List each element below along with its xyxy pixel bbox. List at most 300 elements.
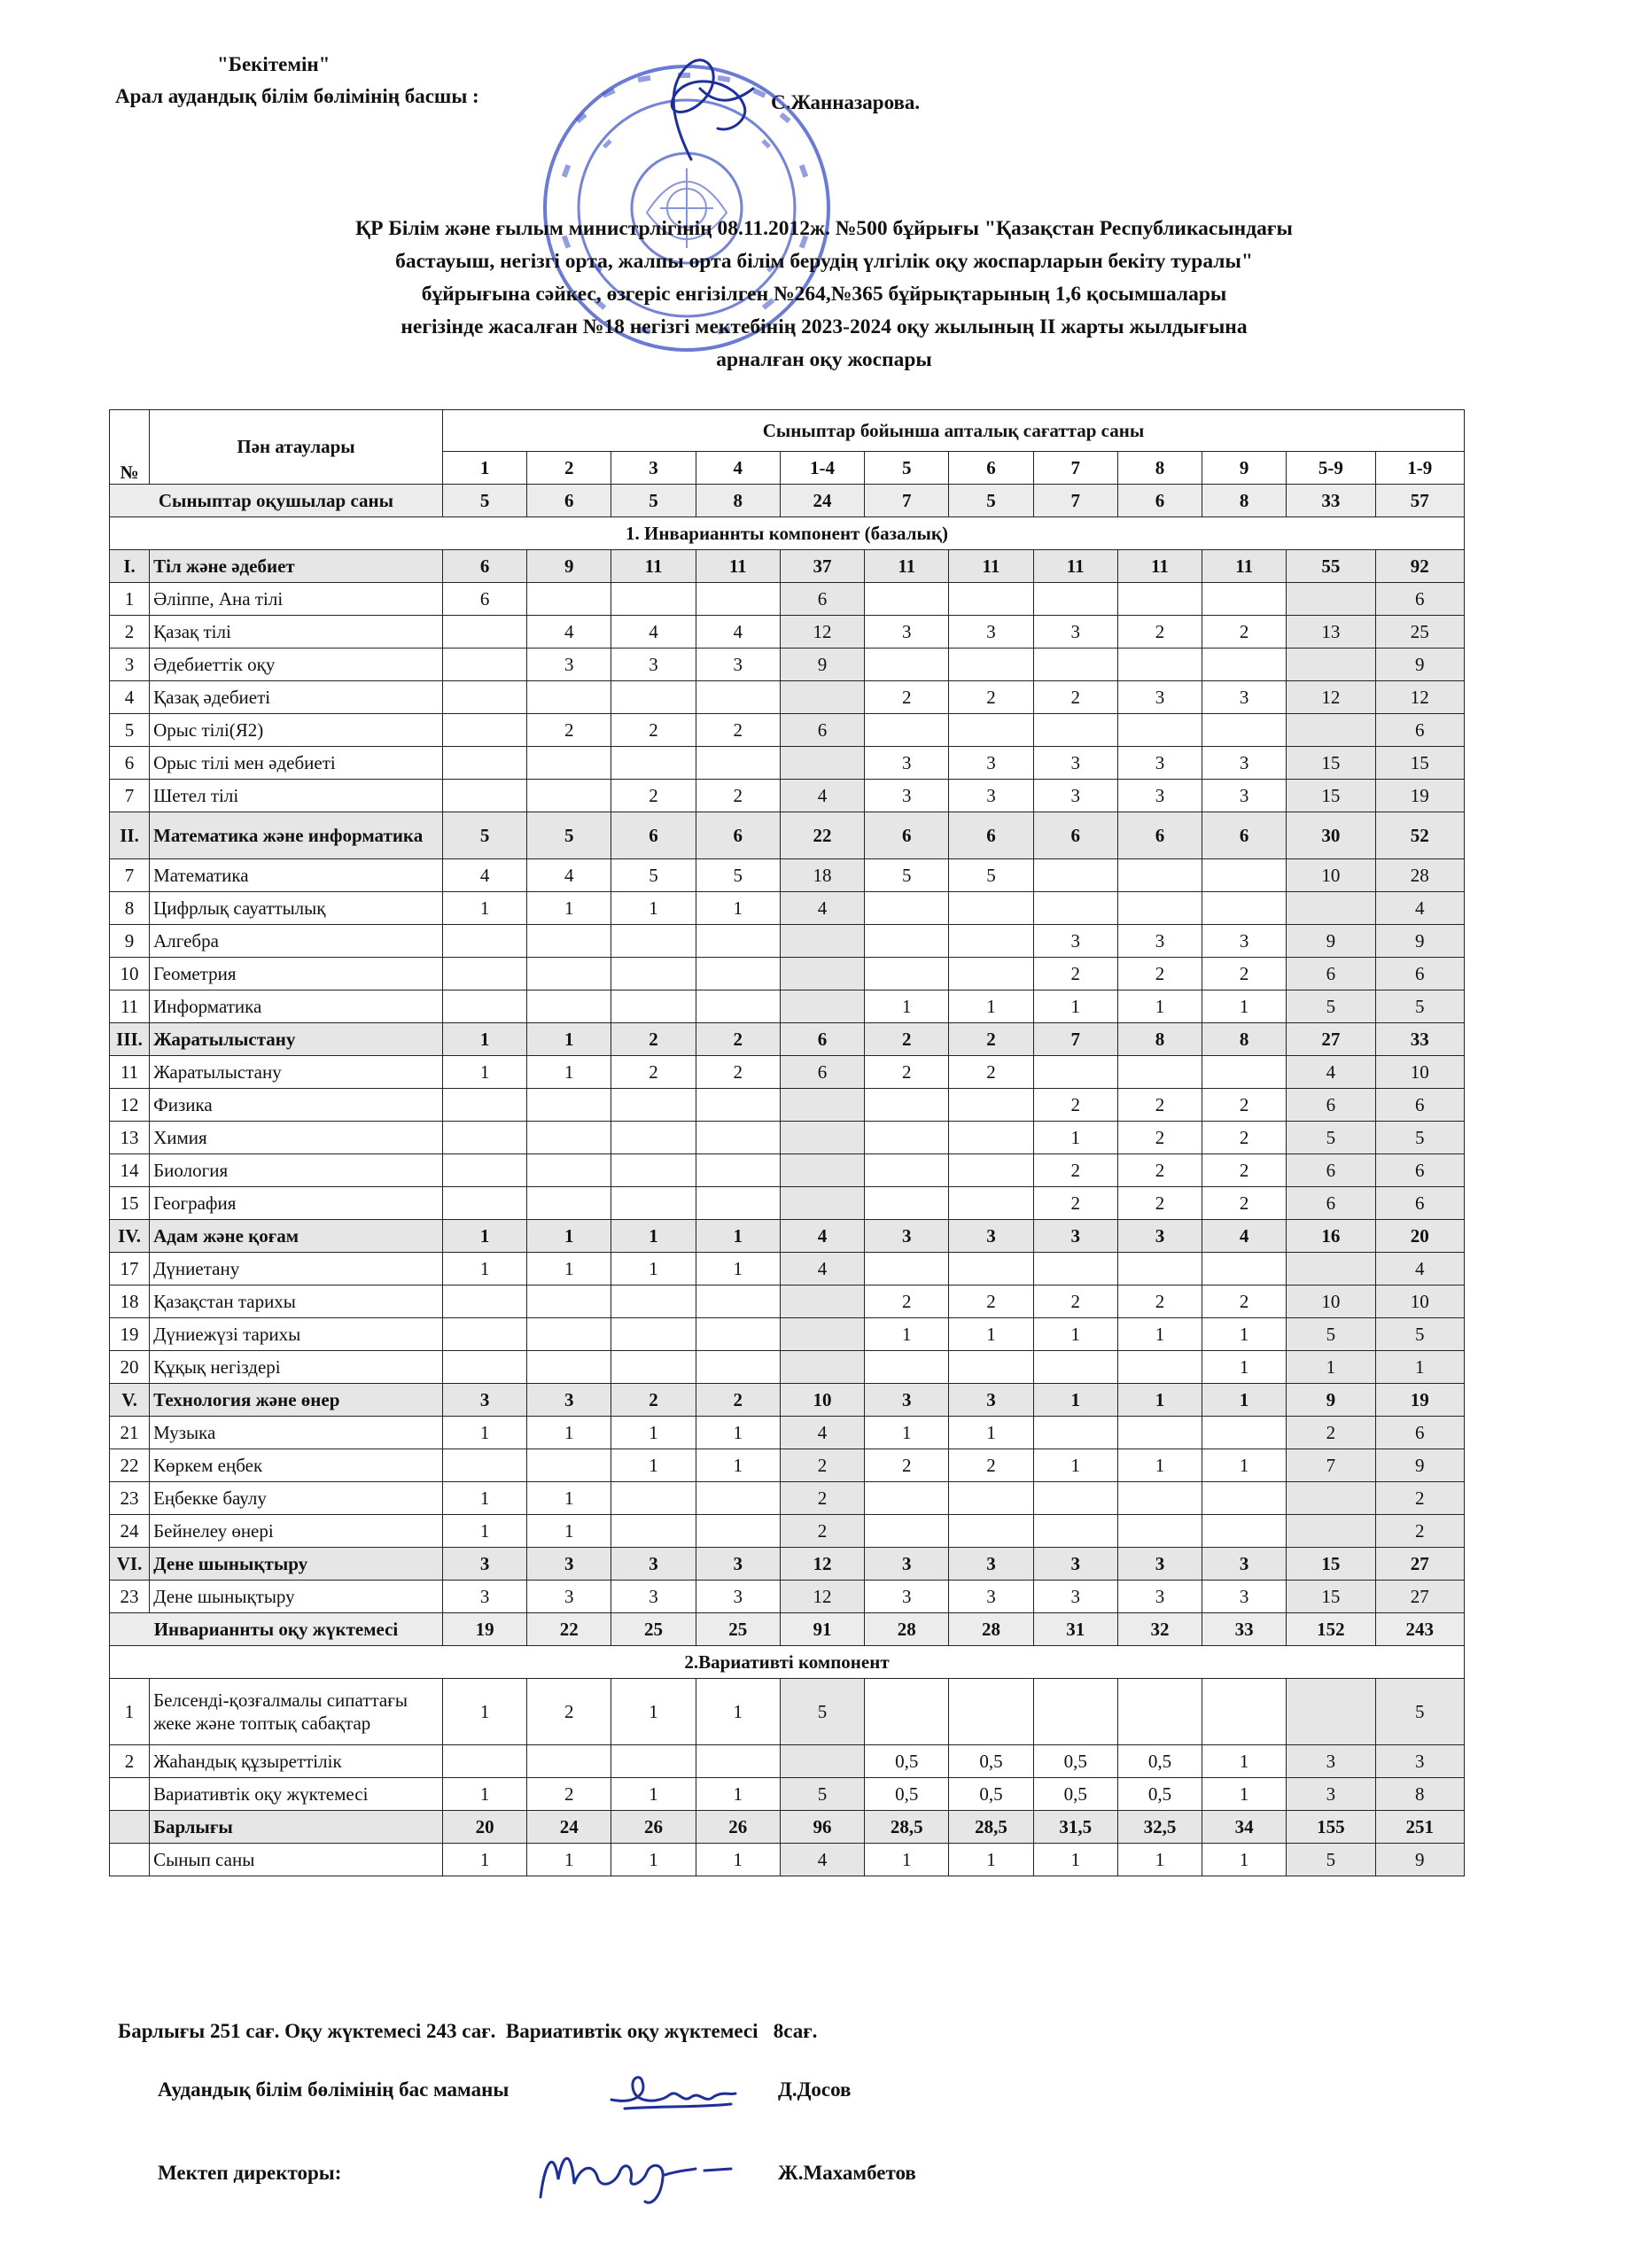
row-number: [110, 1778, 150, 1811]
hours-cell: 7: [1033, 485, 1117, 517]
hours-cell: [1117, 1482, 1202, 1515]
hours-cell: 6: [527, 485, 611, 517]
hours-cell: 2: [1202, 1285, 1287, 1318]
hours-cell: 3: [527, 649, 611, 681]
hours-cell: 1: [865, 1318, 949, 1351]
hours-cell: 3: [1117, 681, 1202, 714]
hours-cell: 1: [611, 1449, 696, 1482]
hours-cell: 2: [1117, 1154, 1202, 1187]
hours-cell: [442, 1351, 526, 1384]
hours-cell: [442, 958, 526, 990]
hours-cell: 5: [611, 859, 696, 892]
grade-header-cell: 3: [611, 452, 696, 485]
hours-cell: [865, 1122, 949, 1154]
hours-cell: 3: [1202, 780, 1287, 812]
hours-cell: [1287, 714, 1375, 747]
hours-cell: 32,5: [1117, 1811, 1202, 1844]
hours-cell: 3: [949, 1548, 1033, 1581]
hours-cell: 2: [1202, 1187, 1287, 1220]
hours-cell: 4: [527, 859, 611, 892]
hours-cell: 6: [1117, 485, 1202, 517]
hours-cell: 4: [780, 780, 864, 812]
hours-cell: 3: [865, 1220, 949, 1253]
hours-cell: [949, 649, 1033, 681]
hours-cell: 91: [780, 1613, 864, 1646]
hours-cell: 1: [696, 1220, 780, 1253]
table-row-grp: [110, 1023, 1465, 1056]
hours-cell: 2: [949, 1449, 1033, 1482]
table-row: [110, 1778, 1465, 1811]
hours-cell: 2: [865, 681, 949, 714]
hours-cell: [865, 1679, 949, 1745]
hours-cell: 2: [1033, 1089, 1117, 1122]
hours-cell: [696, 1515, 780, 1548]
grade-header-cell: 8: [1117, 452, 1202, 485]
hours-cell: 6: [780, 583, 864, 616]
subject-name: Жаһандық құзыреттілік: [150, 1745, 443, 1778]
hours-cell: 1: [1375, 1351, 1464, 1384]
hours-cell: [865, 583, 949, 616]
hours-cell: 19: [1375, 1384, 1464, 1417]
hours-cell: 6: [1202, 812, 1287, 859]
hours-cell: 1: [1202, 1384, 1287, 1417]
specialist-signature: [607, 2069, 740, 2117]
hours-cell: 5: [1287, 990, 1375, 1023]
subject-name: Орыс тілі(Я2): [150, 714, 443, 747]
row-number: III.: [110, 1023, 150, 1056]
hours-cell: [696, 1122, 780, 1154]
hours-cell: [442, 1745, 526, 1778]
hours-cell: [865, 892, 949, 925]
hours-cell: 4: [696, 616, 780, 649]
hours-cell: 4: [1202, 1220, 1287, 1253]
hours-cell: 1: [1033, 1384, 1117, 1417]
hours-cell: 1: [442, 1220, 526, 1253]
grade-header-cell: 7: [1033, 452, 1117, 485]
hours-cell: [1117, 1417, 1202, 1449]
hours-cell: [611, 1089, 696, 1122]
hours-cell: [696, 1154, 780, 1187]
hours-cell: [949, 1515, 1033, 1548]
heading-line: ҚР Білім және ғылым министрлігінің 08.11.2012ж. №500 бұйрығы "Қазақстан Республикасындағы: [355, 217, 1293, 240]
hours-cell: 1: [1202, 990, 1287, 1023]
subject-name: Дене шынықтыру: [150, 1581, 443, 1613]
hours-cell: [780, 1187, 864, 1220]
hours-cell: [1033, 859, 1117, 892]
hours-cell: 15: [1287, 780, 1375, 812]
hours-cell: [865, 1253, 949, 1285]
table-row-grp: [110, 1811, 1465, 1844]
row-number: 1: [110, 583, 150, 616]
hours-cell: 1: [442, 892, 526, 925]
subject-name: Бейнелеу өнері: [150, 1515, 443, 1548]
subject-name: Математика: [150, 859, 443, 892]
hours-cell: 1: [442, 1844, 526, 1876]
hours-cell: 1: [527, 1515, 611, 1548]
hours-cell: 2: [611, 1384, 696, 1417]
hours-cell: 52: [1375, 812, 1464, 859]
section-invariant-label: 1. Инварианнты компонент (базалық): [110, 517, 1465, 550]
row-number: 5: [110, 714, 150, 747]
grade-header-cell: 2: [527, 452, 611, 485]
hours-cell: [611, 1482, 696, 1515]
hours-cell: [1033, 1417, 1117, 1449]
hours-cell: [1202, 649, 1287, 681]
subject-name: Геометрия: [150, 958, 443, 990]
hours-cell: 2: [780, 1515, 864, 1548]
hours-cell: 6: [1033, 812, 1117, 859]
hours-cell: 6: [1287, 1154, 1375, 1187]
hours-cell: 6: [1375, 1154, 1464, 1187]
hours-cell: 1: [527, 1023, 611, 1056]
hours-cell: [611, 1745, 696, 1778]
hours-cell: 19: [442, 1613, 526, 1646]
hours-cell: 8: [1375, 1778, 1464, 1811]
hours-cell: 2: [696, 1384, 780, 1417]
hours-cell: [1202, 1056, 1287, 1089]
hours-cell: [1202, 1253, 1287, 1285]
table-row: [110, 1122, 1465, 1154]
hours-cell: [696, 681, 780, 714]
hours-cell: [611, 1285, 696, 1318]
hours-cell: 4: [780, 1220, 864, 1253]
hours-cell: 3: [696, 1548, 780, 1581]
hours-cell: 11: [1202, 550, 1287, 583]
hours-cell: 1: [696, 1449, 780, 1482]
hours-cell: 19: [1375, 780, 1464, 812]
hours-cell: 5: [611, 485, 696, 517]
hours-cell: 1: [1117, 1318, 1202, 1351]
hours-cell: 1: [442, 1023, 526, 1056]
hours-cell: 27: [1375, 1581, 1464, 1613]
hours-cell: [949, 1351, 1033, 1384]
subject-name: Алгебра: [150, 925, 443, 958]
hours-cell: [611, 681, 696, 714]
hours-cell: 6: [1375, 958, 1464, 990]
subject-name: Белсенді-қозғалмалы сипаттағы жеке және топтық сабақтар: [150, 1679, 443, 1745]
hours-cell: 2: [1202, 1089, 1287, 1122]
hours-cell: [865, 1351, 949, 1384]
hours-cell: 20: [442, 1811, 526, 1844]
subject-name: Жаратылыстану: [150, 1023, 443, 1056]
hours-cell: [696, 1187, 780, 1220]
subject-name: Қазақ әдебиеті: [150, 681, 443, 714]
hours-cell: 6: [611, 812, 696, 859]
subject-name: Әдебиеттік оқу: [150, 649, 443, 681]
row-number: 3: [110, 649, 150, 681]
subject-name: Көркем еңбек: [150, 1449, 443, 1482]
hours-cell: 3: [1202, 681, 1287, 714]
row-number: 8: [110, 892, 150, 925]
hours-cell: 2: [1117, 958, 1202, 990]
hours-cell: 10: [1375, 1056, 1464, 1089]
hours-cell: 2: [696, 714, 780, 747]
hours-cell: 3: [611, 1581, 696, 1613]
hours-cell: [780, 958, 864, 990]
hours-cell: 1: [442, 1417, 526, 1449]
hours-cell: 2: [1202, 1154, 1287, 1187]
signature-label: Мектеп директоры:: [158, 2162, 342, 2184]
hours-cell: [527, 1318, 611, 1351]
hours-cell: 6: [442, 583, 526, 616]
row-number: 24: [110, 1515, 150, 1548]
hours-cell: 2: [696, 780, 780, 812]
hours-cell: 3: [1117, 1220, 1202, 1253]
hours-cell: 6: [1287, 958, 1375, 990]
hours-cell: 4: [780, 1253, 864, 1285]
hours-cell: 11: [865, 550, 949, 583]
subject-name: Химия: [150, 1122, 443, 1154]
hours-cell: [527, 990, 611, 1023]
hours-cell: [1287, 1253, 1375, 1285]
hours-cell: [527, 1122, 611, 1154]
hours-cell: 25: [696, 1613, 780, 1646]
hours-cell: 10: [1287, 1285, 1375, 1318]
hours-cell: [1033, 1482, 1117, 1515]
hours-cell: [780, 1154, 864, 1187]
approval-title: "Бекітемін": [217, 53, 331, 75]
hours-cell: 5: [1375, 1122, 1464, 1154]
row-number: 14: [110, 1154, 150, 1187]
table-row: [110, 892, 1465, 925]
hours-cell: 16: [1287, 1220, 1375, 1253]
hours-cell: [442, 1318, 526, 1351]
table-row: [110, 990, 1465, 1023]
hours-cell: 1: [527, 1482, 611, 1515]
hours-cell: 6: [1375, 1417, 1464, 1449]
hours-cell: [1287, 1679, 1375, 1745]
hours-cell: [527, 1187, 611, 1220]
hours-cell: [696, 925, 780, 958]
hours-cell: 3: [949, 747, 1033, 780]
hours-cell: [1117, 1679, 1202, 1745]
hours-cell: 9: [1287, 925, 1375, 958]
table-row: [110, 1515, 1465, 1548]
hours-cell: 2: [1375, 1482, 1464, 1515]
hours-cell: 3: [1033, 616, 1117, 649]
subject-name: Жаратылыстану: [150, 1056, 443, 1089]
subject-name: Информатика: [150, 990, 443, 1023]
hours-cell: 3: [1117, 925, 1202, 958]
subject-name: Қазақ тілі: [150, 616, 443, 649]
hours-cell: 0,5: [865, 1778, 949, 1811]
hours-cell: 11: [1117, 550, 1202, 583]
hours-cell: 0,5: [1117, 1778, 1202, 1811]
hours-cell: 2: [865, 1285, 949, 1318]
hours-cell: 3: [442, 1581, 526, 1613]
hours-cell: 3: [865, 1581, 949, 1613]
table-row: [110, 1351, 1465, 1384]
section-variative: [110, 1646, 1465, 1679]
hours-cell: 15: [1287, 1581, 1375, 1613]
hours-cell: [1117, 1515, 1202, 1548]
hours-cell: [865, 1515, 949, 1548]
table-row: [110, 1482, 1465, 1515]
hours-cell: [696, 1318, 780, 1351]
hours-cell: [611, 1154, 696, 1187]
hours-cell: [780, 990, 864, 1023]
hours-cell: [949, 925, 1033, 958]
grade-header-cell: 5-9: [1287, 452, 1375, 485]
hours-cell: 2: [1033, 1154, 1117, 1187]
hours-cell: 27: [1375, 1548, 1464, 1581]
hours-cell: [611, 1318, 696, 1351]
hours-cell: 31,5: [1033, 1811, 1117, 1844]
hours-cell: 6: [696, 812, 780, 859]
hours-cell: [780, 1318, 864, 1351]
hours-cell: 1: [1033, 1318, 1117, 1351]
hours-cell: 4: [442, 859, 526, 892]
hours-cell: [865, 925, 949, 958]
hours-cell: 3: [611, 649, 696, 681]
hours-cell: [1033, 1515, 1117, 1548]
row-number: VI.: [110, 1548, 150, 1581]
row-number: 23: [110, 1581, 150, 1613]
hours-cell: [1202, 714, 1287, 747]
hours-cell: 11: [611, 550, 696, 583]
hours-cell: [1202, 1515, 1287, 1548]
hours-cell: 3: [949, 616, 1033, 649]
hours-cell: 2: [1202, 958, 1287, 990]
hours-cell: [865, 1482, 949, 1515]
hours-cell: 1: [1202, 1318, 1287, 1351]
hours-cell: [780, 1745, 864, 1778]
row-number: 2: [110, 1745, 150, 1778]
grade-header-cell: 5: [865, 452, 949, 485]
hours-cell: 12: [780, 1548, 864, 1581]
hours-cell: 1: [442, 1253, 526, 1285]
hours-cell: [442, 714, 526, 747]
hours-cell: [949, 1187, 1033, 1220]
subject-name: Биология: [150, 1154, 443, 1187]
hours-cell: 2: [1033, 681, 1117, 714]
hours-cell: 1: [1033, 990, 1117, 1023]
hours-cell: 1: [1202, 1745, 1287, 1778]
hours-cell: [949, 1482, 1033, 1515]
hours-cell: [1117, 859, 1202, 892]
hours-cell: [865, 1154, 949, 1187]
hours-cell: 11: [696, 550, 780, 583]
hours-cell: 3: [1033, 780, 1117, 812]
hours-cell: 1: [611, 1253, 696, 1285]
row-number: 4: [110, 681, 150, 714]
hours-cell: 2: [527, 1679, 611, 1745]
hours-cell: 3: [1202, 747, 1287, 780]
subject-name: Сынып саны: [150, 1844, 443, 1876]
hours-cell: 3: [949, 1384, 1033, 1417]
subject-name: Музыка: [150, 1417, 443, 1449]
table-row: [110, 1449, 1465, 1482]
hours-cell: 5: [1375, 990, 1464, 1023]
hours-cell: 10: [780, 1384, 864, 1417]
hours-cell: [865, 1089, 949, 1122]
subject-name: Шетел тілі: [150, 780, 443, 812]
hours-cell: [611, 1122, 696, 1154]
table-row: [110, 747, 1465, 780]
hours-cell: [949, 1122, 1033, 1154]
row-number: [110, 1844, 150, 1876]
hours-cell: [1202, 892, 1287, 925]
row-number: 13: [110, 1122, 150, 1154]
hours-cell: [780, 925, 864, 958]
hours-cell: 6: [1117, 812, 1202, 859]
hours-cell: [611, 747, 696, 780]
table-row: [110, 714, 1465, 747]
hours-cell: 3: [1033, 747, 1117, 780]
row-label: Инварианнты оқу жүктемесі: [110, 1613, 443, 1646]
hours-cell: 3: [949, 1220, 1033, 1253]
hours-cell: 2: [1375, 1515, 1464, 1548]
hours-cell: 4: [780, 892, 864, 925]
hours-cell: [527, 925, 611, 958]
hours-cell: [1117, 1351, 1202, 1384]
hours-cell: 1: [1117, 1449, 1202, 1482]
hours-cell: 7: [865, 485, 949, 517]
hours-cell: 2: [1287, 1417, 1375, 1449]
hours-cell: 1: [1117, 990, 1202, 1023]
table-row: [110, 859, 1465, 892]
section-variative-label: 2.Вариативті компонент: [110, 1646, 1465, 1679]
hours-cell: [611, 1351, 696, 1384]
table-row: [110, 616, 1465, 649]
hours-cell: 3: [442, 1384, 526, 1417]
subject-name: Қазақстан тарихы: [150, 1285, 443, 1318]
hours-cell: 22: [780, 812, 864, 859]
hours-cell: [949, 583, 1033, 616]
hours-cell: 22: [527, 1613, 611, 1646]
hours-cell: 15: [1375, 747, 1464, 780]
hours-cell: 9: [1375, 1844, 1464, 1876]
hours-cell: 25: [1375, 616, 1464, 649]
hours-cell: 2: [865, 1056, 949, 1089]
hours-cell: [442, 649, 526, 681]
hours-cell: 15: [1287, 747, 1375, 780]
hours-cell: 27: [1287, 1023, 1375, 1056]
hours-cell: 1: [442, 1778, 526, 1811]
hours-cell: 5: [1375, 1318, 1464, 1351]
hours-cell: 9: [1375, 925, 1464, 958]
director-signature: [532, 2135, 735, 2210]
hours-cell: 33: [1375, 1023, 1464, 1056]
hours-cell: 28,5: [865, 1811, 949, 1844]
hours-cell: 34: [1202, 1811, 1287, 1844]
hours-cell: 3: [1287, 1778, 1375, 1811]
hours-cell: 1: [1202, 1351, 1287, 1384]
hours-cell: [1033, 892, 1117, 925]
hours-cell: 6: [780, 1056, 864, 1089]
row-number: 18: [110, 1285, 150, 1318]
hours-cell: 5: [780, 1679, 864, 1745]
hours-cell: [780, 681, 864, 714]
row-number: 7: [110, 780, 150, 812]
approval-signature: [638, 53, 762, 168]
hours-cell: 1: [442, 1056, 526, 1089]
hours-cell: [527, 1089, 611, 1122]
table-row: [110, 1417, 1465, 1449]
hours-cell: 3: [1117, 1581, 1202, 1613]
table-row-grp: [110, 1384, 1465, 1417]
hours-cell: [442, 747, 526, 780]
hours-cell: 1: [611, 1844, 696, 1876]
hours-cell: 5: [1287, 1318, 1375, 1351]
hours-cell: 2: [611, 780, 696, 812]
subject-name: Дүниетану: [150, 1253, 443, 1285]
table-row: [110, 649, 1465, 681]
hours-cell: 8: [696, 485, 780, 517]
hours-cell: 3: [865, 747, 949, 780]
hours-cell: 2: [865, 1023, 949, 1056]
hours-cell: [949, 1253, 1033, 1285]
